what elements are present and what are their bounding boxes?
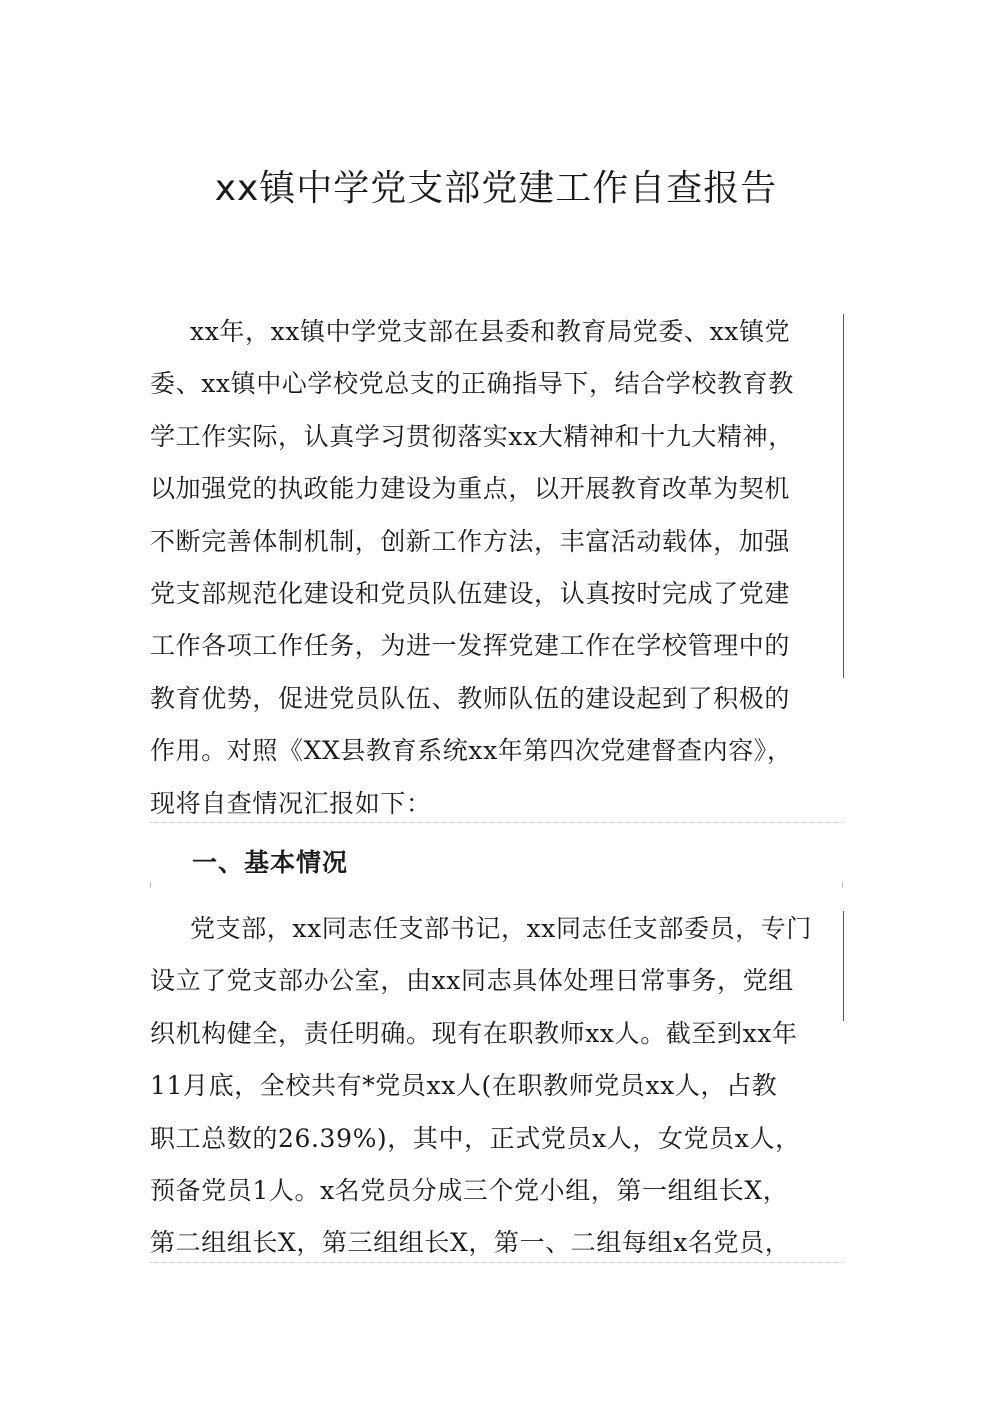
text-line: 预备党员1人。x名党员分成三个党小组，第一组组长X， xyxy=(150,1175,789,1205)
document-title: xx镇中学党支部党建工作自查报告 xyxy=(214,168,778,209)
text-line: 织机构健全，责任明确。现有在职教师xx人。截至到xx年 xyxy=(150,1018,798,1048)
section-divider xyxy=(150,822,844,823)
basic-info-paragraph xyxy=(150,903,844,1270)
text-line: 职工总数的26.39%)，其中，正式党员x人，女党员x人， xyxy=(150,1123,801,1153)
text-line: 工作各项工作任务，为进一发挥党建工作在学校管理中的 xyxy=(150,631,791,661)
text-line: 作用。对照《XX县教育系统xx年第四次党建督查内容》， xyxy=(150,736,793,766)
intro-paragraph xyxy=(150,306,844,830)
text-line: 学工作实际，认真学习贯彻落实xx大精神和十九大精神， xyxy=(150,421,794,451)
text-line: 第二组组长X，第三组组长X，第一、二组每组x名党员， xyxy=(150,1228,791,1258)
text-line: 党支部，xx同志任支部书记，xx同志任支部委员，专门 xyxy=(190,914,812,943)
corner-mark xyxy=(842,882,843,888)
text-line: 现将自查情况汇报如下： xyxy=(150,788,432,818)
text-line: 党支部规范化建设和党员队伍建设，认真按时完成了党建 xyxy=(150,578,791,608)
corner-mark xyxy=(150,882,151,888)
text-line: 以加强党的执政能力建设为重点，以开展教育改革为契机 xyxy=(150,474,791,504)
text-line: xx年，xx镇中学党支部在县委和教育局党委、xx镇党 xyxy=(190,317,791,346)
text-line: 不断完善体制机制，创新工作方法，丰富活动载体，加强 xyxy=(150,526,791,556)
text-line: 设立了党支部办公室，由xx同志具体处理日常事务，党组 xyxy=(150,966,794,996)
margin-bar xyxy=(843,314,844,678)
text-line: 11月底，全校共有*党员xx人(在职教师党员xx人，占教 xyxy=(150,1071,778,1101)
section-heading: 一、基本情况 xyxy=(192,848,349,877)
margin-bar xyxy=(843,911,844,1021)
text-line: 委、xx镇中心学校党总支的正确指导下，结合学校教育教 xyxy=(150,369,794,399)
text-line: 教育优势，促进党员队伍、教师队伍的建设起到了积极的 xyxy=(150,683,791,713)
page-bottom-divider xyxy=(150,1262,844,1263)
